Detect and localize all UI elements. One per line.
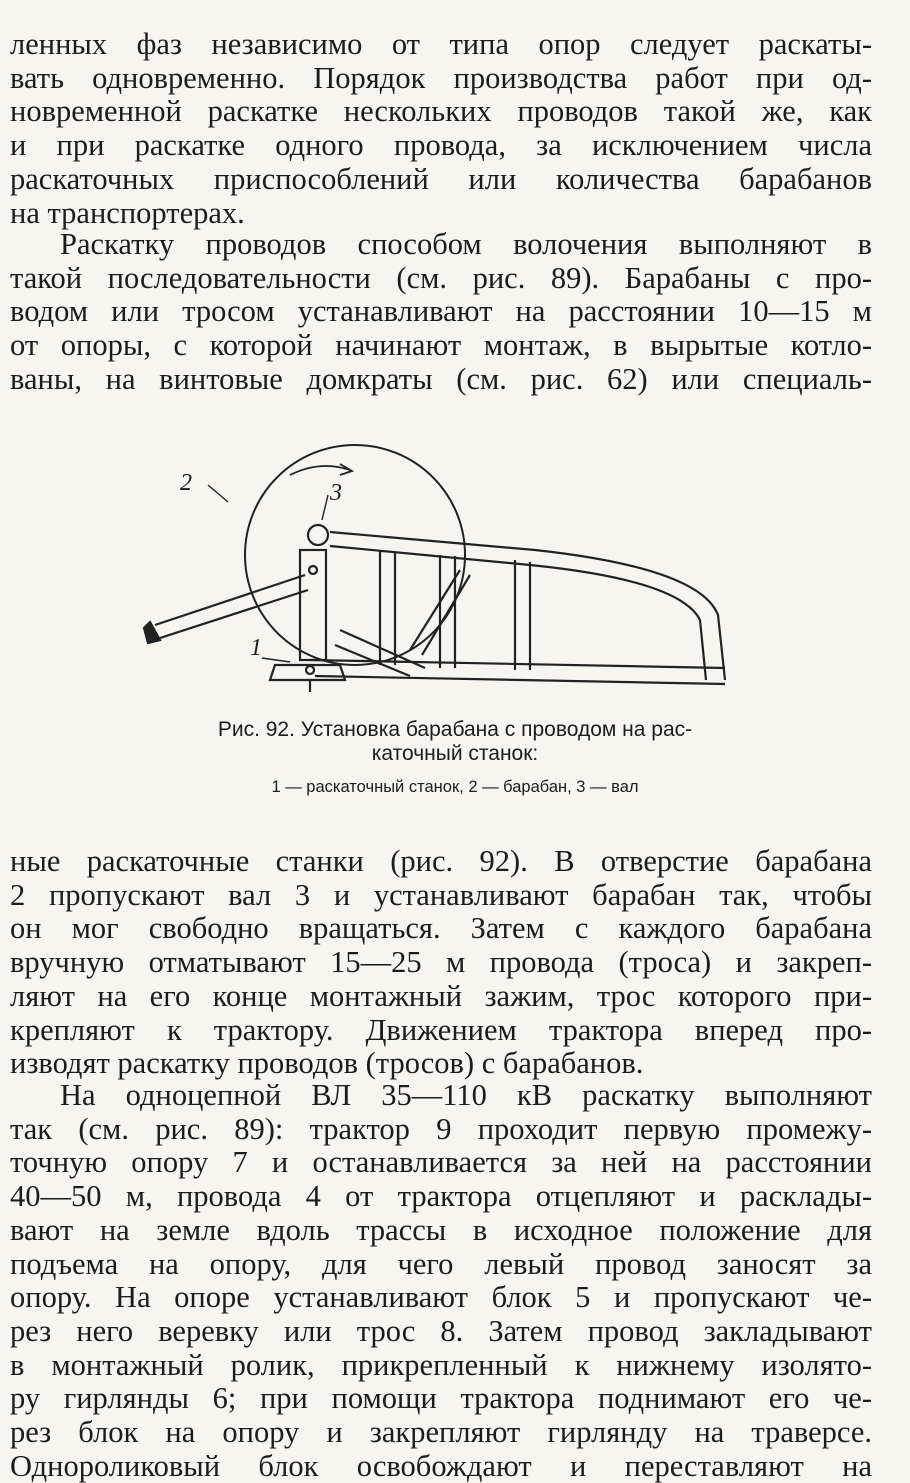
text-line: ные раскаточные станки (рис. 92). В отверстие барабана (10, 844, 872, 878)
text-line: Раскатку проводов способом волочения выполняют в (60, 227, 872, 261)
text-line: вают на земле вдоль трассы в исходное положение для (10, 1212, 872, 1247)
text-line: ленных фаз независимо от типа опор следует раскаты- (10, 27, 872, 61)
text-line: изводят раскатку проводов (тросов) с барабанов. (10, 1046, 644, 1081)
figure-label-1: 1 (250, 635, 262, 661)
figure-caption (100, 718, 810, 766)
text-line: в монтажный ролик, прикрепленный к нижнему изолято- (10, 1347, 872, 1382)
text-line: он мог свободно вращаться. Затем с каждого барабана (10, 911, 872, 946)
caption-line: каточный станок: (371, 742, 539, 765)
text-line: 2 пропускают вал 3 и устанавливают барабан так, чтобы (10, 877, 872, 912)
text-line: подъема на опору, для чего левый провод заносят за (10, 1246, 872, 1281)
text-line: водом или тросом устанавливают на расстоянии 10—15 м (10, 294, 872, 329)
text-line: новременной раскатке нескольких проводов такой же, как (10, 94, 872, 129)
text-line: так (см. рис. 89): трактор 9 проходит первую промежу- (10, 1111, 872, 1146)
text-line: вать одновременно. Порядок производства работ при од- (10, 60, 872, 95)
text-line: На одноцепной ВЛ 35—110 кВ раскатку выполняют (60, 1078, 872, 1112)
paragraph-3 (10, 845, 872, 1081)
text-line: ваны, на винтовые домкраты (см. рис. 62) или специаль- (10, 361, 872, 396)
caption-line: Рис. 92. Установка барабана с проводом на рас- (217, 718, 693, 741)
shaft (308, 525, 328, 545)
text-line: вручную отматывают 15—25 м провода (троса) и закреп- (10, 945, 872, 980)
text-line: ру гирлянды 6; при помощи трактора поднимают его че- (10, 1381, 872, 1416)
text-line: и при раскатке одного провода, за исключением числа (10, 128, 872, 163)
paragraph-1 (10, 28, 872, 230)
text-line: 40—50 м, провода 4 от трактора отцепляют и расклады- (10, 1179, 872, 1214)
text-line: опору. На опоре устанавливают блок 5 и пропускают че- (10, 1280, 872, 1315)
drum-stand-figure (140, 440, 750, 700)
paragraph-2 (10, 228, 872, 397)
text-line: от опоры, с которой начинают монтаж, в вырытые котло- (10, 328, 872, 363)
figure-label-2: 2 (180, 470, 192, 496)
figure-label-3: 3 (330, 480, 342, 506)
text-line: Однороликовый блок освобождают и переставляют на (10, 1448, 872, 1483)
figure-legend: 1 — раскаточный станок, 2 — барабан, 3 — вал (271, 778, 639, 796)
text-line: крепляют к трактору. Движением трактора вперед про- (10, 1012, 872, 1047)
text-line: раскаточных приспособлений или количества барабанов (10, 161, 872, 196)
text-line: рез него веревку или трос 8. Затем провод закладывают (10, 1313, 872, 1348)
paragraph-4 (10, 1079, 872, 1483)
text-line: такой последовательности (см. рис. 89). Барабаны с про- (10, 260, 872, 295)
text-line: ляют на его конце монтажный зажим, трос которого при- (10, 978, 872, 1013)
text-line: рез блок на опору и закрепляют гирлянду на траверсе. (10, 1415, 872, 1450)
text-line: на транспортерах. (10, 195, 245, 230)
text-line: точную опору 7 и останавливается за ней на расстоянии (10, 1145, 872, 1180)
handle-bar (155, 575, 308, 638)
